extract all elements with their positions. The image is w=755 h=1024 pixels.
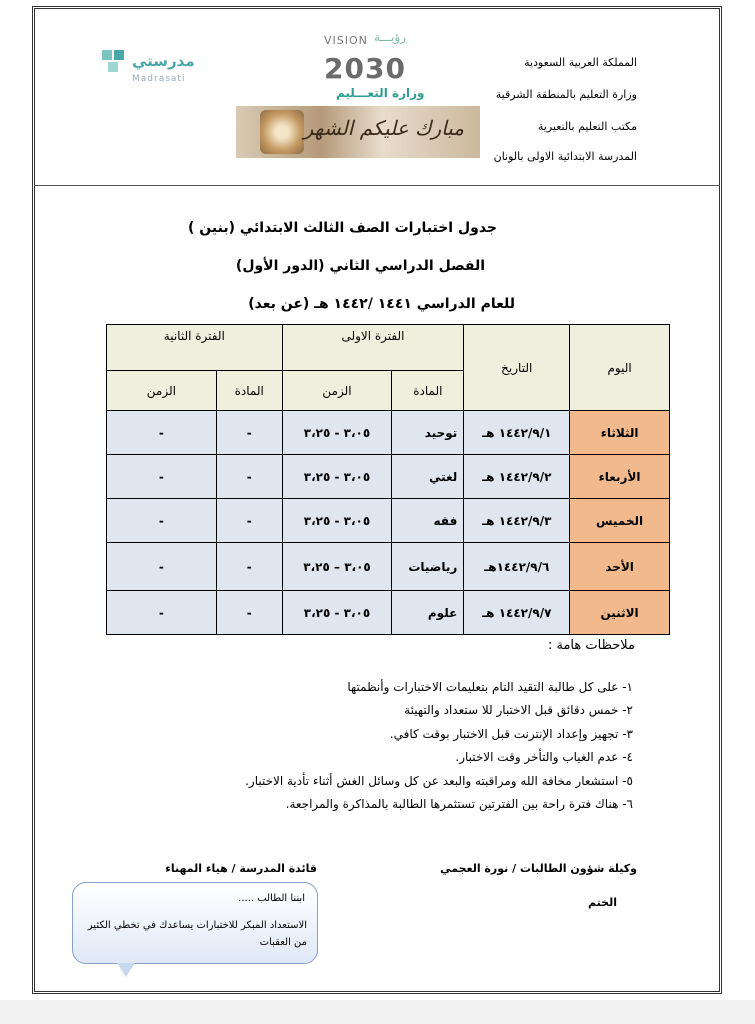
date-cell: ١٤٤٢/٩/٣ هـ — [464, 499, 570, 543]
date-cell: ١٤٤٢/٩/٦هـ — [464, 543, 570, 591]
header-period-1: الفترة الاولى — [282, 325, 464, 371]
header-subject-2: المادة — [216, 371, 282, 411]
header-ministry: وزارة التعليم بالمنطقة الشرقية — [495, 88, 637, 101]
time-cell: ٣،٠٥ – ٣،٢٥ — [282, 543, 392, 591]
day-cell: الأحد — [570, 543, 670, 591]
stamp-label: الختم — [588, 896, 617, 909]
ministry-of-education-label: وزارة التعـــليم — [336, 86, 425, 100]
madrasati-logo-text: مدرستي — [132, 52, 195, 70]
list-item: ٥- استشعار مخافة الله ومراقبته والبعد عن كل وسائل الغش أثناء تأدية الاختبار. — [245, 773, 633, 788]
academic-year-title: للعام الدراسي ١٤٤١ /١٤٤٢ هـ (عن بعد) — [248, 296, 515, 312]
header-date: التاريخ — [464, 325, 570, 411]
vision-2030-logo — [318, 26, 428, 106]
subject-cell: رياضيات — [392, 543, 464, 591]
bubble-message: الاستعداد المبكر للاختبارات يساعدك في تخطي الكثير من العقبات — [87, 920, 307, 948]
deputy-signature: وكيلة شؤون الطالبات / نورة العجمي — [440, 862, 637, 875]
time2-cell: - — [107, 591, 217, 635]
time2-cell: - — [107, 543, 217, 591]
banner-text: مبارك عليكم الشهر — [303, 116, 464, 140]
header-school: المدرسة الابتدائية الاولى بالونان — [493, 150, 637, 163]
subject2-cell: - — [216, 455, 282, 499]
bubble-greeting: ابننا الطالب ..... — [238, 893, 305, 904]
table-row — [107, 591, 670, 635]
subject2-cell: - — [216, 411, 282, 455]
list-item: ٣- تجهيز وإعداد الإنترنت قبل الاختبار بوقت كافي. — [389, 726, 633, 741]
list-item: ٦- هناك فترة راحة بين الفترتين تستثمرها الطالبة بالمذاكرة والمراجعة. — [285, 796, 633, 811]
madrasati-logo-latin: Madrasati — [132, 74, 186, 84]
vision-label: VISION — [324, 34, 368, 47]
day-cell: الأربعاء — [570, 455, 670, 499]
header-divider — [34, 185, 720, 186]
table-row — [107, 455, 670, 499]
semester-title: الفصل الدراسي الثاني (الدور الأول) — [235, 258, 485, 274]
vision-year: 2030 — [324, 52, 406, 85]
header-time-2: الزمن — [107, 371, 217, 411]
header-period-2: الفترة الثانية — [107, 325, 283, 371]
lantern-icon — [260, 110, 304, 154]
list-item: ٢- خمس دقائق قبل الاختبار للا ستعداد والتهيئة — [404, 703, 633, 718]
list-item: ٤- عدم الغياب والتأخر وقت الاختبار. — [455, 750, 633, 765]
time2-cell: - — [107, 455, 217, 499]
date-cell: ١٤٤٢/٩/١ هـ — [464, 411, 570, 455]
header-day: اليوم — [570, 325, 670, 411]
date-cell: ١٤٤٢/٩/٧ هـ — [464, 591, 570, 635]
subject-cell: توحيد — [392, 411, 464, 455]
exam-schedule-table — [106, 324, 670, 635]
ramadan-banner — [236, 106, 480, 158]
table-row — [107, 411, 670, 455]
day-cell: الثلاثاء — [570, 411, 670, 455]
day-cell: الخميس — [570, 499, 670, 543]
time2-cell: - — [107, 411, 217, 455]
time-cell: ٣،٠٥ - ٣،٢٥ — [282, 411, 392, 455]
notes-title: ملاحظات هامة : — [547, 638, 635, 653]
date-cell: ١٤٤٢/٩/٢ هـ — [464, 455, 570, 499]
subject-cell: علوم — [392, 591, 464, 635]
time2-cell: - — [107, 499, 217, 543]
madrasati-logo-icon — [100, 46, 128, 76]
subject2-cell: - — [216, 543, 282, 591]
header-kingdom: المملكة العربية السعودية — [524, 56, 637, 69]
time-cell: ٣،٠٥ - ٣،٢٥ — [282, 455, 392, 499]
header-subject-1: المادة — [392, 371, 464, 411]
table-row — [107, 499, 670, 543]
subject2-cell: - — [216, 499, 282, 543]
header-office: مكتب التعليم بالنعيرية — [537, 120, 637, 133]
vision-label-ar: رؤيـــة — [374, 30, 406, 44]
header-time-1: الزمن — [282, 371, 392, 411]
principal-signature: قائدة المدرسة / هياء المهناء — [165, 862, 317, 875]
subject2-cell: - — [216, 591, 282, 635]
day-cell: الاثنين — [570, 591, 670, 635]
advice-bubble — [72, 882, 318, 964]
bottom-strip — [0, 1000, 755, 1024]
madrasati-logo — [78, 30, 195, 100]
notes-list — [133, 676, 633, 816]
list-item: ١- على كل طالبة التقيد التام بتعليمات الاختبارات وأنظمتها — [347, 680, 633, 694]
subject-cell: فقه — [392, 499, 464, 543]
time-cell: ٣،٠٥ - ٣،٢٥ — [282, 591, 392, 635]
time-cell: ٣،٠٥ - ٣،٢٥ — [282, 499, 392, 543]
subject-cell: لغتي — [392, 455, 464, 499]
table-row — [107, 543, 670, 591]
schedule-title: جدول اختبارات الصف الثالث الابتدائي (بنين ) — [188, 220, 497, 236]
